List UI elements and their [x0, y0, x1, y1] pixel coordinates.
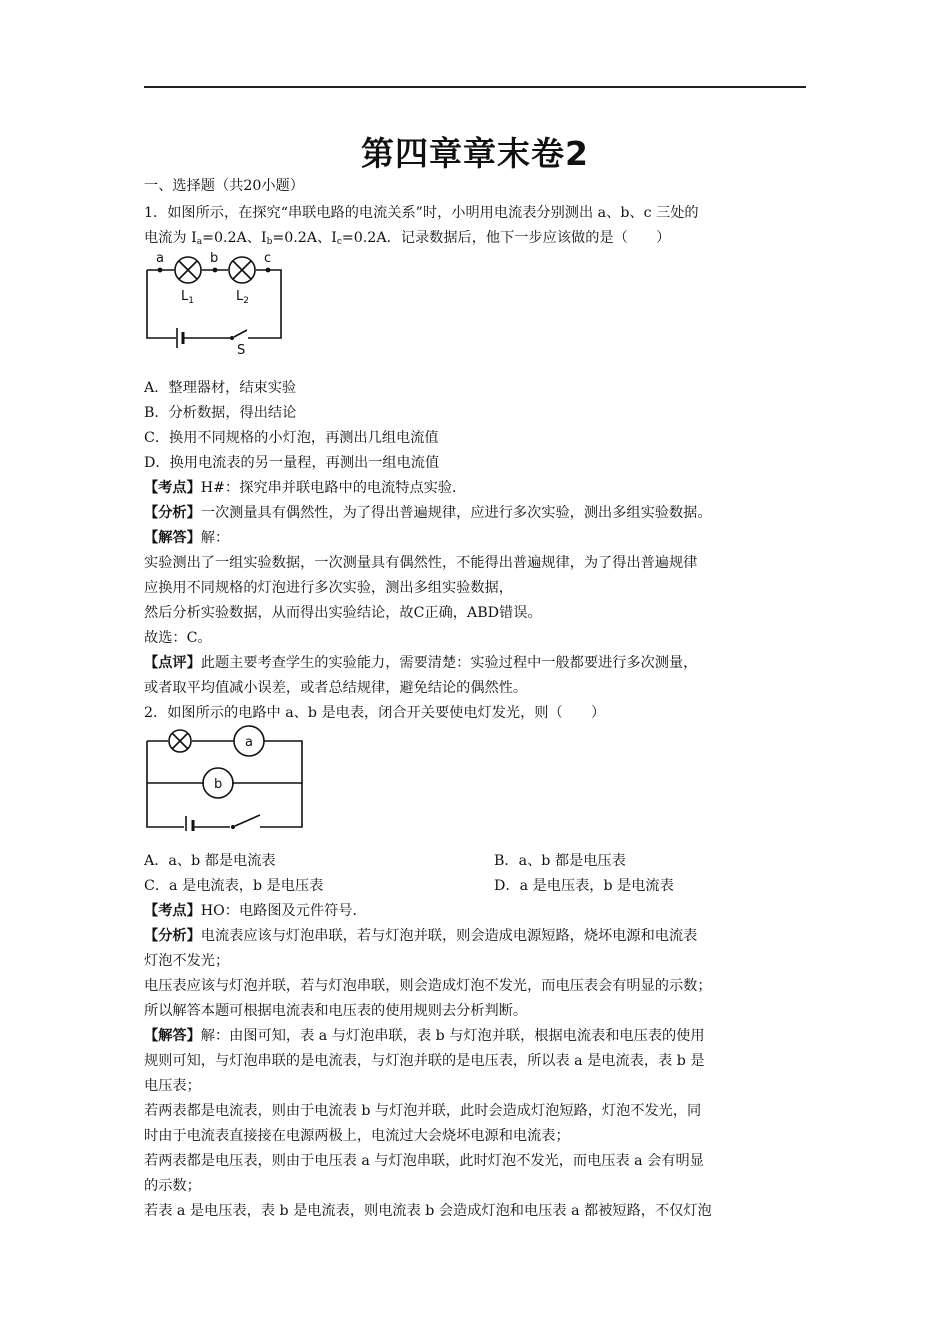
q1-stem-line2: 电流为 $I_a=0.2A$、$I_b=0.2A$、$I_c=0.2A$．记录数据后，他下一步应该做的是（ ） [144, 230, 671, 247]
q2-jieda: 【解答】解：由图可知，表 a 与灯泡串联，表 b 与灯泡并联，根据电流表和电压表的使用 [144, 1028, 705, 1044]
q2-fenxi-line: 电压表应该与灯泡并联，若与灯泡串联，则会造成灯泡不发光，而电压表会有明显的示数； [144, 978, 712, 994]
q2-circuit-diagram [144, 723, 306, 831]
page-title: 第四章章末卷2 [361, 134, 589, 173]
q1-node-b-label: b [210, 251, 219, 266]
q1-switch-label: S [237, 343, 246, 358]
q2-option-b: B．a、b 都是电压表 [494, 853, 626, 869]
section-heading: 一、选择题（共20小题） [144, 178, 304, 194]
q2-answer-line: 电压表； [144, 1078, 201, 1094]
q2-answer-line: 若两表都是电压表，则由于电压表 a 与灯泡串联，此时灯泡不发光，而电压表 a 会有明显 [144, 1153, 704, 1169]
q1-node-c-label: c [264, 251, 272, 266]
q1-lamp1-label: $L_1$ [181, 289, 194, 306]
q2-meter-b-label: b [214, 777, 223, 792]
q1-option-a: A．整理器材，结束实验 [144, 380, 297, 396]
q2-fenxi-line: 灯泡不发光； [144, 953, 230, 969]
q2-meter-a-label: a [245, 735, 253, 750]
q2-fenxi: 【分析】电流表应该与灯泡串联，若与灯泡并联，则会造成电源短路，烧坏电源和电流表 [144, 928, 698, 944]
q1-jieda: 【解答】解： [144, 530, 230, 546]
q1-answer-line: 实验测出了一组实验数据，一次测量具有偶然性，不能得出普遍规律，为了得出普遍规律 [144, 555, 698, 571]
q1-option-d: D．换用电流表的另一量程，再测出一组电流值 [144, 455, 440, 471]
q1-lamp2-label: $L_2$ [236, 289, 249, 306]
q1-node-a-label: a [156, 251, 164, 266]
q1-kaodian: 【考点】H#：探究串并联电路中的电流特点实验． [144, 480, 467, 496]
q1-option-b: B．分析数据，得出结论 [144, 405, 297, 421]
q2-fenxi-line: 所以解答本题可根据电流表和电压表的使用规则去分析判断。 [144, 1003, 528, 1019]
q2-option-d: D．a 是电压表，b 是电流表 [494, 878, 674, 894]
q2-answer-line: 规则可知，与灯泡串联的是电流表，与灯泡并联的是电压表，所以表 a 是电流表，表 b 是 [144, 1053, 705, 1069]
q1-circuit-diagram [144, 250, 284, 358]
q1-dianping: 【点评】此题主要考查学生的实验能力，需要清楚：实验过程中一般都要进行多次测量， [144, 655, 698, 671]
q1-fenxi: 【分析】一次测量具有偶然性，为了得出普遍规律，应进行多次实验，测出多组实验数据。 [144, 505, 712, 521]
q2-answer-line: 时由于电流表直接接在电源两极上，电流过大会烧坏电源和电流表； [144, 1128, 570, 1144]
q1-answer-line: 故选：C。 [144, 630, 212, 646]
q1-dianping-cont: 或者取平均值减小误差，或者总结规律，避免结论的偶然性。 [144, 680, 528, 696]
q2-answer-line: 的示数； [144, 1178, 201, 1194]
q2-answer-line: 若两表都是电流表，则由于电流表 b 与灯泡并联，此时会造成灯泡短路，灯泡不发光，同 [144, 1103, 702, 1119]
q2-option-a: A．a、b 都是电流表 [144, 853, 276, 869]
q2-option-c: C．a 是电流表，b 是电压表 [144, 878, 324, 894]
q2-stem: 2．如图所示的电路中 a、b 是电表，闭合开关要使电灯发光，则（ ） [144, 705, 606, 721]
q2-kaodian: 【考点】HO：电路图及元件符号． [144, 903, 367, 919]
q1-stem-line1: 1．如图所示，在探究“串联电路的电流关系”时，小明用电流表分别测出 a、b、c 三处的 [144, 205, 699, 221]
q1-answer-line: 然后分析实验数据，从而得出实验结论，故C正确，ABD错误。 [144, 605, 542, 621]
q1-answer-line: 应换用不同规格的灯泡进行多次实验，测出多组实验数据， [144, 580, 513, 596]
q2-answer-line: 若表 a 是电压表，表 b 是电流表，则电流表 b 会造成灯泡和电压表 a 都被短路，不仅灯泡 [144, 1203, 712, 1219]
header-rule [144, 86, 806, 88]
q1-option-c: C．换用不同规格的小灯泡，再测出几组电流值 [144, 430, 439, 446]
